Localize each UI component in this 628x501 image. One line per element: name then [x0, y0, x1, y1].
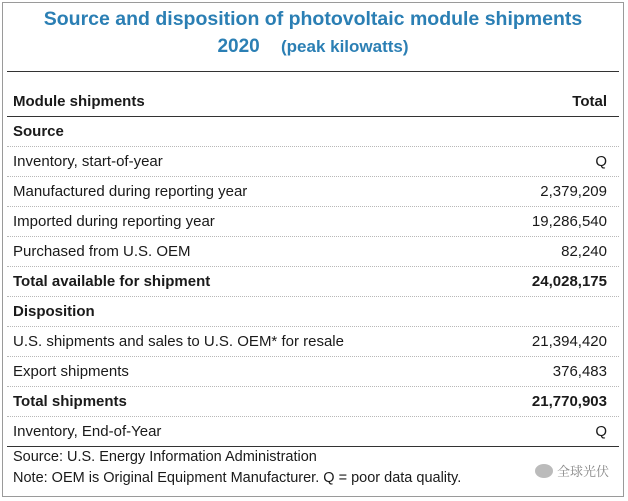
table-row	[7, 177, 619, 207]
table-title	[3, 6, 623, 60]
table-row	[7, 417, 619, 447]
row-value: 21,770,903	[531, 393, 607, 410]
row-label: Total shipments	[13, 393, 127, 410]
table-row	[7, 147, 619, 177]
table-row	[7, 267, 619, 297]
row-value: Q	[595, 423, 607, 440]
section-row	[7, 297, 619, 327]
data-table	[7, 87, 619, 447]
title-line-2	[3, 33, 623, 60]
header-total: Total	[572, 93, 607, 110]
row-label: Source	[13, 123, 64, 140]
row-value: 2,379,209	[540, 183, 607, 200]
row-label: Inventory, End-of-Year	[13, 423, 162, 440]
row-label: Inventory, start-of-year	[13, 153, 163, 170]
row-value: 82,240	[561, 243, 607, 260]
row-label: Imported during reporting year	[13, 213, 215, 230]
table-row	[7, 357, 619, 387]
title-unit: (peak kilowatts)	[281, 37, 409, 56]
table-row	[7, 207, 619, 237]
wechat-logo-icon	[535, 464, 553, 478]
source-note: Source: U.S. Energy Information Administration	[13, 449, 317, 465]
watermark	[535, 461, 609, 480]
row-label: Export shipments	[13, 363, 129, 380]
row-value: 21,394,420	[531, 333, 607, 350]
row-label: Total available for shipment	[13, 273, 211, 290]
header-label: Module shipments	[13, 93, 145, 110]
row-value: 24,028,175	[531, 273, 607, 290]
row-label: Purchased from U.S. OEM	[13, 243, 191, 260]
title-year: 2020	[217, 36, 260, 57]
table-row	[7, 387, 619, 417]
row-value: 376,483	[552, 363, 607, 380]
table-row	[7, 327, 619, 357]
footnotes	[13, 447, 461, 489]
table-header-row	[7, 87, 619, 117]
watermark-text: 全球光伏	[556, 464, 609, 479]
row-value: 19,286,540	[531, 213, 607, 230]
title-line-1: Source and disposition of photovoltaic module shipments	[43, 8, 583, 30]
table-card	[2, 2, 624, 497]
table-row	[7, 237, 619, 267]
row-label: U.S. shipments and sales to U.S. OEM* for resale	[13, 333, 344, 350]
top-rule	[7, 71, 619, 72]
row-label: Disposition	[13, 303, 95, 320]
row-label: Manufactured during reporting year	[13, 183, 248, 200]
section-row	[7, 117, 619, 147]
row-value: Q	[595, 153, 607, 170]
oem-note: Note: OEM is Original Equipment Manufacturer. Q = poor data quality.	[13, 470, 462, 486]
